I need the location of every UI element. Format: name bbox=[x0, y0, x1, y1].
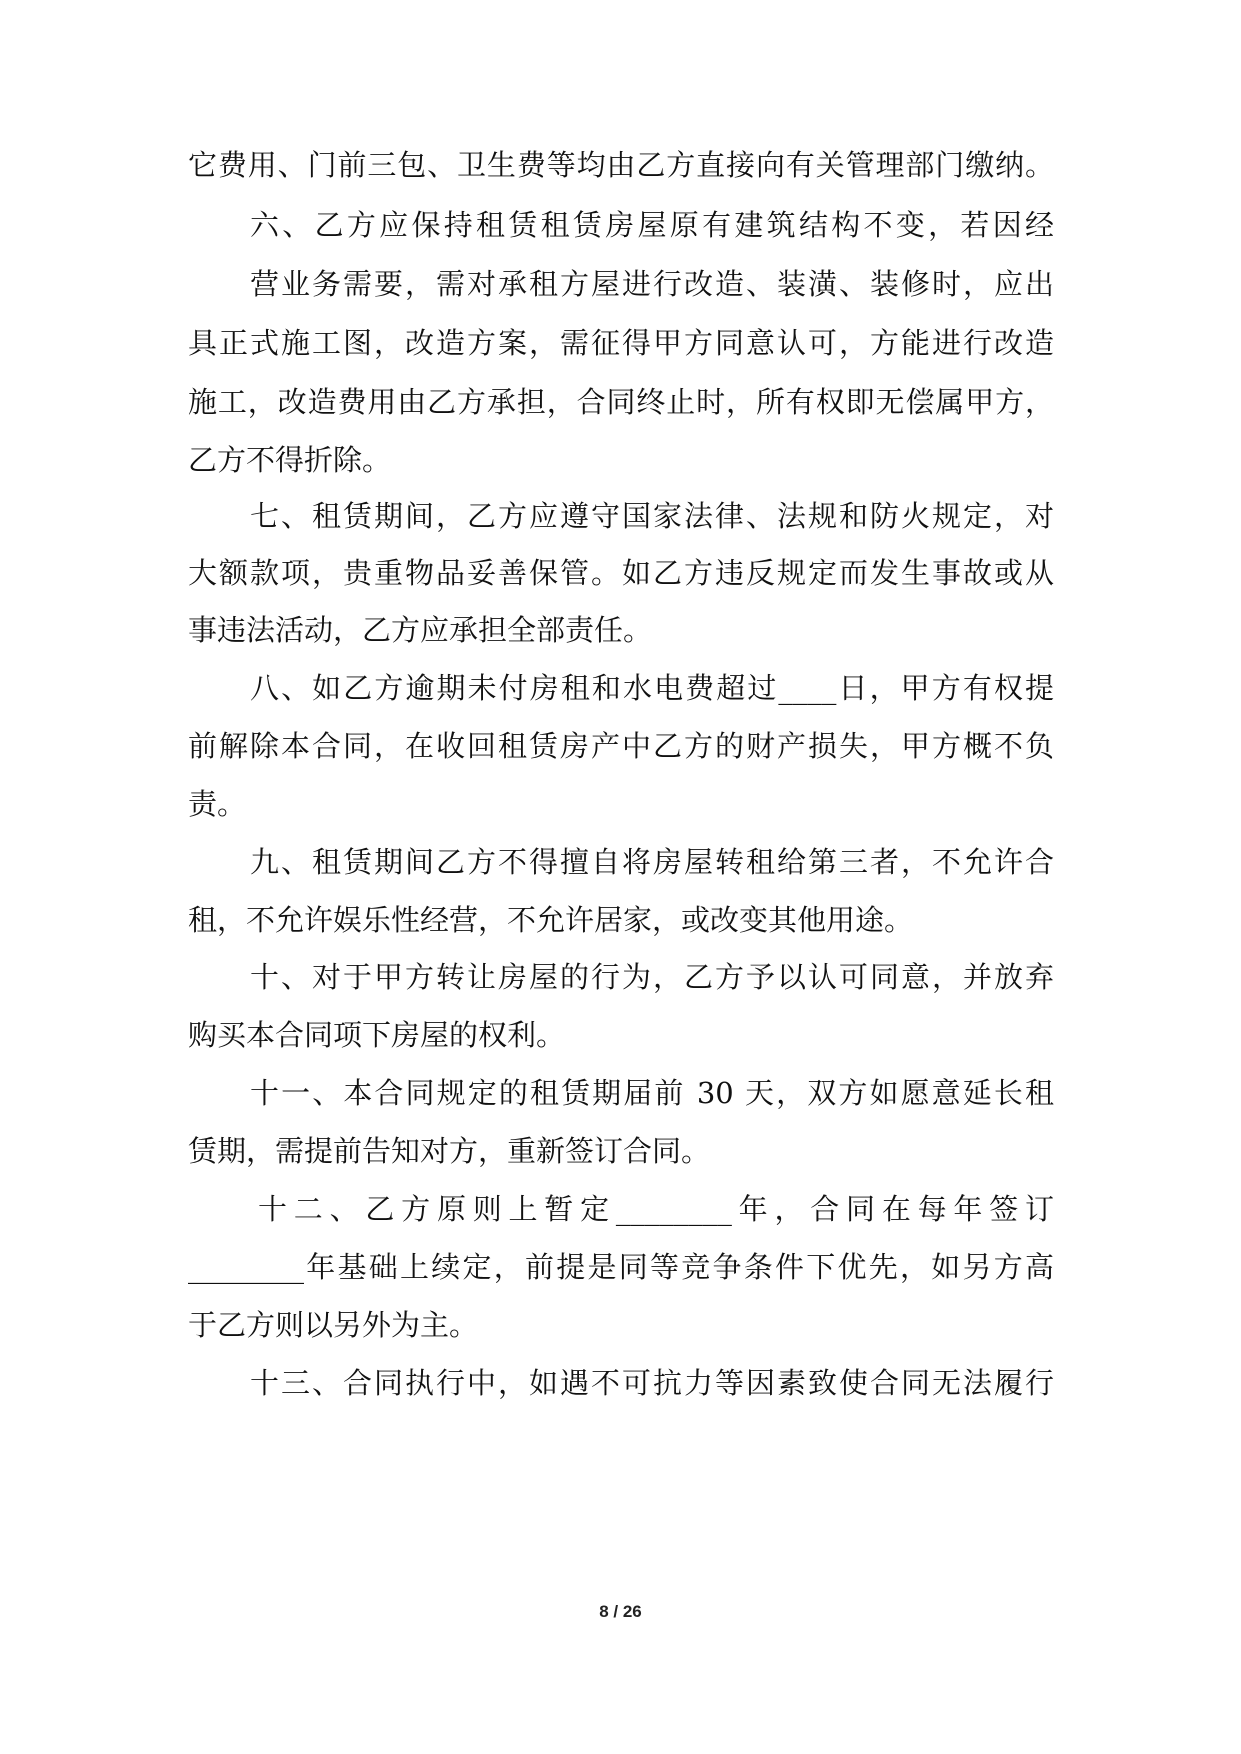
text-line: 乙方不得折除。 bbox=[188, 443, 392, 477]
text-line: 前解除本合同，在收回租赁房产中乙方的财产损失，甲方概不负 bbox=[188, 729, 1054, 763]
text-line: 具正式施工图，改造方案，需征得甲方同意认可，方能进行改造 bbox=[188, 326, 1054, 360]
text-line: 营业务需要，需对承租方屋进行改造、装潢、装修时，应出 bbox=[250, 267, 1054, 301]
clause-6-heading-line: 六、乙方应保持租赁租赁房屋原有建筑结构不变，若因经 bbox=[250, 208, 1054, 242]
clause-8-heading-line: 八、如乙方逾期未付房租和水电费超过____日，甲方有权提 bbox=[250, 671, 1054, 705]
text-line: 租，不允许娱乐性经营，不允许居家，或改变其他用途。 bbox=[188, 903, 914, 937]
clause-11-heading-line: 十一、本合同规定的租赁期届前 30 天，双方如愿意延长租 bbox=[250, 1076, 1054, 1110]
clause-10-heading-line: 十、对于甲方转让房屋的行为，乙方予以认可同意，并放弃 bbox=[250, 960, 1054, 994]
text-line: 它费用、门前三包、卫生费等均由乙方直接向有关管理部门缴纳。 bbox=[188, 148, 1054, 182]
clause-13-heading-line: 十三、合同执行中，如遇不可抗力等因素致使合同无法履行 bbox=[250, 1366, 1054, 1400]
text-line: 购买本合同项下房屋的权利。 bbox=[188, 1018, 566, 1052]
text-line: 责。 bbox=[188, 787, 247, 821]
clause-9-heading-line: 九、租赁期间乙方不得擅自将房屋转租给第三者，不允许合 bbox=[250, 845, 1054, 879]
text-line: 施工，改造费用由乙方承担，合同终止时，所有权即无偿属甲方， bbox=[188, 385, 1054, 419]
text-line: 于乙方则以另外为主。 bbox=[188, 1308, 479, 1342]
text-line: 赁期，需提前告知对方，重新签订合同。 bbox=[188, 1134, 711, 1168]
text-line: ________年基础上续定，前提是同等竞争条件下优先，如另方高 bbox=[188, 1250, 1054, 1284]
page-number: 8 / 26 bbox=[599, 1602, 642, 1621]
clause-7-heading-line: 七、租赁期间，乙方应遵守国家法律、法规和防火规定，对 bbox=[250, 499, 1054, 533]
clause-12-heading-line: 十二、乙方原则上暂定________年，合同在每年签订 bbox=[258, 1192, 1054, 1226]
text-line: 事违法活动，乙方应承担全部责任。 bbox=[188, 613, 653, 647]
text-line: 大额款项，贵重物品妥善保管。如乙方违反规定而发生事故或从 bbox=[188, 556, 1054, 590]
